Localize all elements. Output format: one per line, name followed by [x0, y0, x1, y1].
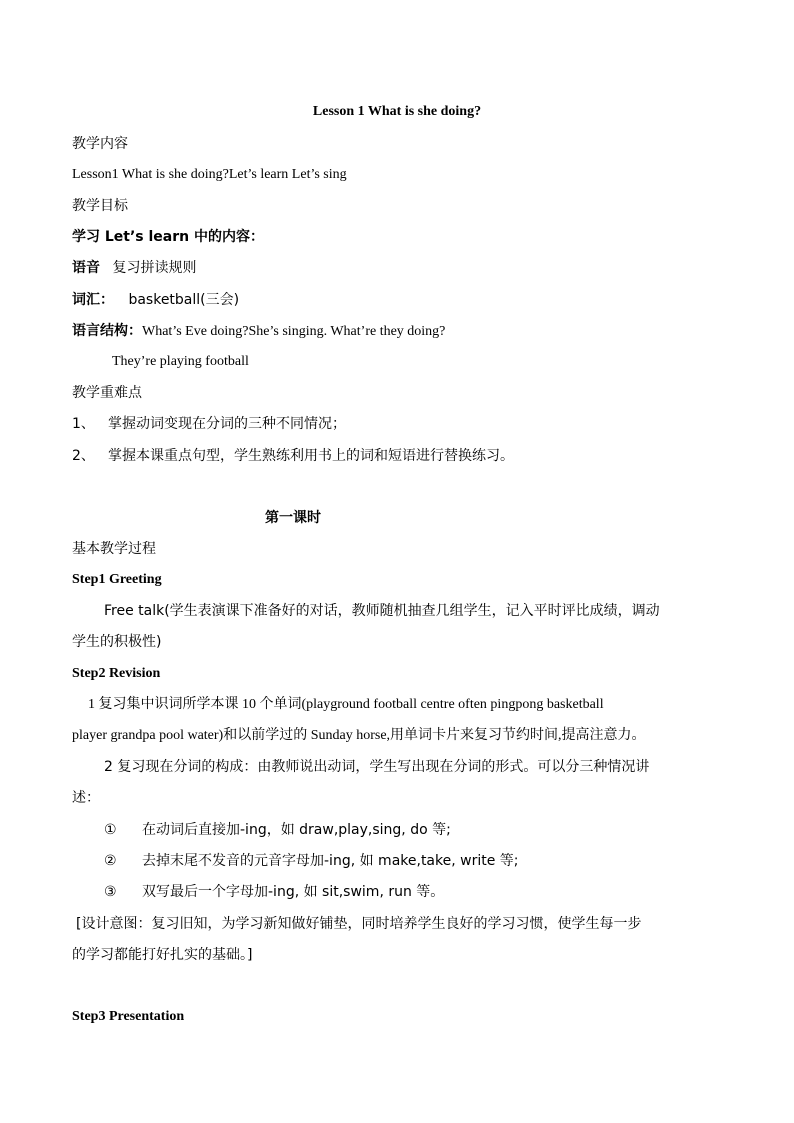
structure-text-2: They’re playing football — [112, 354, 249, 369]
step1-heading: Step1 Greeting — [72, 572, 162, 587]
key-item-1 — [72, 415, 346, 433]
structure-text: What’s Eve doing?She’s singing. What’re they doing? — [142, 324, 446, 339]
rule-3-text: 双写最后一个字母加-ing, 如 sit,swim, run 等。 — [142, 884, 445, 900]
design-intent-line-2: 的学习都能打好扎实的基础。] — [72, 947, 253, 963]
rule-2 — [104, 852, 519, 870]
vocab-line — [72, 291, 239, 309]
phonics-line — [72, 259, 196, 277]
period-heading: 第一课时 — [265, 510, 321, 526]
rule-2-text: 去掉末尾不发音的元音字母加-ing, 如 make,take, write 等; — [142, 853, 519, 869]
step2-item2-line-2: 述： — [72, 790, 100, 806]
key-item-1-text: 掌握动词变现在分词的三种不同情况； — [108, 416, 346, 432]
rule-1-text: 在动词后直接加-ing，如 draw,play,sing, do 等; — [142, 822, 451, 838]
design-intent-line-1: [设计意图：复习旧知，为学习新知做好铺垫，同时培养学生良好的学习习惯，使学生每一步 — [76, 916, 642, 932]
vocab-label: 词汇： — [72, 292, 114, 308]
step2-heading: Step2 Revision — [72, 666, 161, 681]
key-heading: 教学重难点 — [72, 385, 142, 401]
goal-heading: 教学目标 — [72, 198, 128, 214]
process-heading: 基本教学过程 — [72, 541, 156, 557]
rule-3 — [104, 883, 444, 901]
phonics-label: 语音 — [72, 260, 100, 276]
step3-heading: Step3 Presentation — [72, 1009, 185, 1024]
rule-3-mark: ③ — [104, 884, 117, 900]
rule-2-mark: ② — [104, 853, 117, 869]
content-text: Lesson1 What is she doing?Let’s learn Let’s sing — [72, 167, 347, 182]
key-item-2 — [72, 447, 514, 465]
rule-1-mark: ① — [104, 822, 117, 838]
step2-item2-line-1: 2 复习现在分词的构成：由教师说出动词，学生写出现在分词的形式。可以分三种情况讲 — [104, 759, 650, 775]
step2-item1-line-2: player grandpa pool water)和以前学过的 Sunday horse,用单词卡片来复习节约时间,提高注意力。 — [72, 728, 646, 743]
lesson-title: Lesson 1 What is she doing? — [312, 104, 482, 119]
step1-line-2: 学生的积极性) — [72, 634, 162, 650]
step2-item1-line-1: 1 复习集中识词所学本课 10 个单词(playground football centre often pingpong basketball — [88, 697, 604, 712]
rule-1 — [104, 821, 451, 839]
key-item-1-num: 1、 — [72, 416, 95, 432]
vocab-text: basketball(三会) — [128, 292, 240, 308]
learn-heading: 学习 Let’s learn 中的内容： — [72, 229, 264, 245]
structure-label: 语言结构： — [72, 323, 142, 339]
step1-line-1: Free talk(学生表演课下准备好的对话，教师随机抽查几组学生，记入平时评比成绩，调动 — [104, 603, 660, 619]
content-heading: 教学内容 — [72, 136, 128, 152]
key-item-2-text: 掌握本课重点句型，学生熟练利用书上的词和短语进行替换练习。 — [108, 448, 514, 464]
phonics-text: 复习拼读规则 — [112, 260, 197, 276]
structure-line — [72, 322, 445, 341]
key-item-2-num: 2、 — [72, 448, 95, 464]
